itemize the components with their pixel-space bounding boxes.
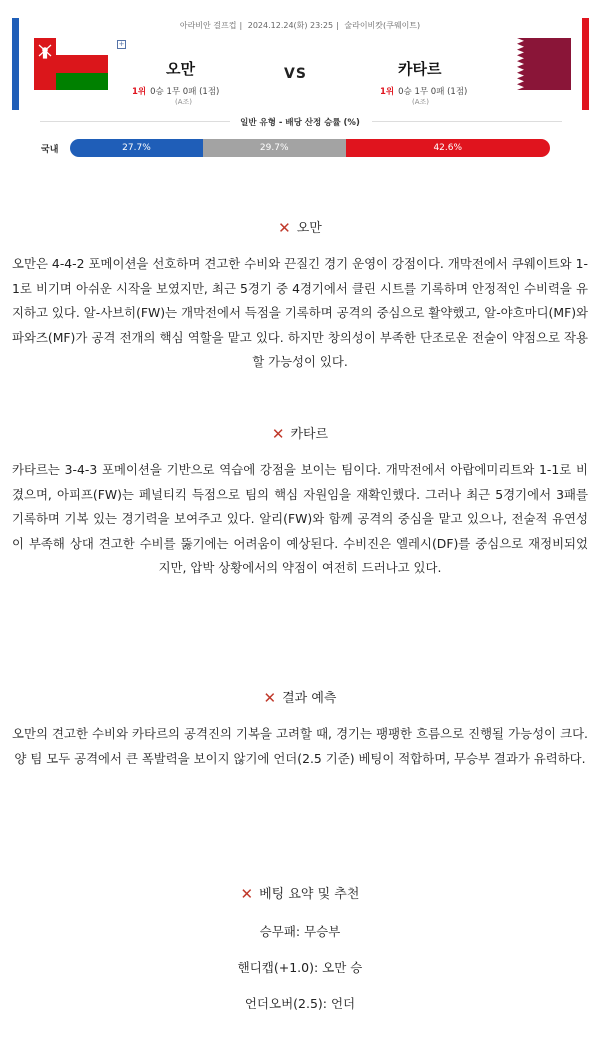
odds-draw-segment: 29.7% [203,139,346,157]
section-title: 카타르 [290,427,329,442]
home-team-name[interactable]: 오만 [166,60,195,78]
odds-home-segment: 27.7% [70,139,203,157]
prediction-section [0,688,600,771]
x-icon: ✕ [240,885,254,903]
away-record-text: 0승 1무 0패 (1점) [398,87,468,97]
x-icon: ✕ [278,219,291,237]
away-team-name[interactable]: 카타르 [398,60,442,78]
match-header [0,0,600,170]
vs-label: VS [284,66,307,82]
match-datetime: 2024.12.24(화) 23:25 [247,21,334,30]
section-title: 오만 [296,221,322,236]
away-color-bar [582,18,589,110]
home-record [132,85,219,97]
qatar-flag [497,38,571,90]
section-body: 오만의 견고한 수비와 카타르의 공격진의 기복을 고려할 때, 경기는 팽팽한 흐름으로 진행될 가능성이 크다. 양 팀 모두 공격에서 큰 폭발력을 보이지 않기에 언더(2.5 기준) 베팅이 적합하며, 무승부 결과가 유력하다. [12,726,588,766]
oman-flag [34,38,108,90]
odds-title: 일반 유형 - 배당 산정 승률 (%) [240,118,360,128]
betting-summary-section [0,884,600,1022]
section-heading [0,218,600,238]
qatar-analysis-section [0,424,600,581]
expand-icon[interactable]: + [118,40,125,48]
match-venue: 술라이비캇(쿠웨이트) [344,21,421,30]
summary-line: 언더오버(2.5): 언더 [244,996,356,1011]
section-heading [0,688,600,708]
home-group: (A조) [175,98,193,106]
odds-row [0,139,600,157]
summary-line: 승무패: 무승부 [259,924,341,939]
away-group: (A조) [412,98,430,106]
section-heading [0,424,600,444]
summary-line: 핸디캡(+1.0): 오만 승 [237,960,363,975]
match-meta: 아라비안 걸프컵 | 2024.12.24(화) 23:25 | 술라이비캇(쿠웨이트) [179,21,421,30]
section-heading [0,884,600,904]
section-title: 베팅 요약 및 추천 [259,887,360,902]
home-record-text: 0승 1무 0패 (1점) [150,87,220,97]
away-rank: 1위 [380,87,395,97]
summary-list [0,914,600,1022]
oman-analysis-section [0,218,600,375]
home-rank: 1위 [132,87,147,97]
odds-label: 국내 [41,145,59,155]
section-title: 결과 예측 [282,691,337,706]
odds-bar [70,139,550,157]
league-name: 아라비안 걸프컵 [179,21,237,30]
section-body: 카타르는 3-4-3 포메이션을 기반으로 역습에 강점을 보이는 팀이다. 개막전에서 아랍에미리트와 1-1로 비겼으며, 아피프(FW)는 페널티킥 득점으로 팀의 핵심 자원임을 재확인했다. 그러나 최근 5경기에서 3패를 기록하며 기복 있는 경기력을 보여주고 있다. 알리(FW)와 함께 공격의 중심을 맡고 있으나, 전술적 유연성이 부족해 상대 견고한 수비를 뚫기에는 어려움이 예상된다. 수비진은 엘레시(DF)를 중심으로 재정비되었지만, 압박 상황에서의 약점이 여전히 드러나고 있다. [12,462,588,575]
section-body: 오만은 4-4-2 포메이션을 선호하며 견고한 수비와 끈질긴 경기 운영이 강점이다. 개막전에서 쿠웨이트와 1-1로 비기며 아쉬운 시작을 보였지만, 최근 5경기 중 4경기에서 클린 시트를 기록하며 안정적인 수비력을 유지하고 있다. 알-사브히(FW)는 개막전에서 득점을 기록하며 공격의 중심으로 활약했고, 알-야흐마디(MF)와 파와즈(MF)가 공격 전개의 핵심 역할을 맡고 있다. 하지만 창의성이 부족한 단조로운 전술이 약점으로 작용할 가능성이 있다. [12,256,588,369]
x-icon: ✕ [271,425,285,443]
x-icon: ✕ [263,689,277,707]
odds-away-segment: 42.6% [346,139,550,157]
away-record [380,85,467,97]
home-color-bar [12,18,19,110]
